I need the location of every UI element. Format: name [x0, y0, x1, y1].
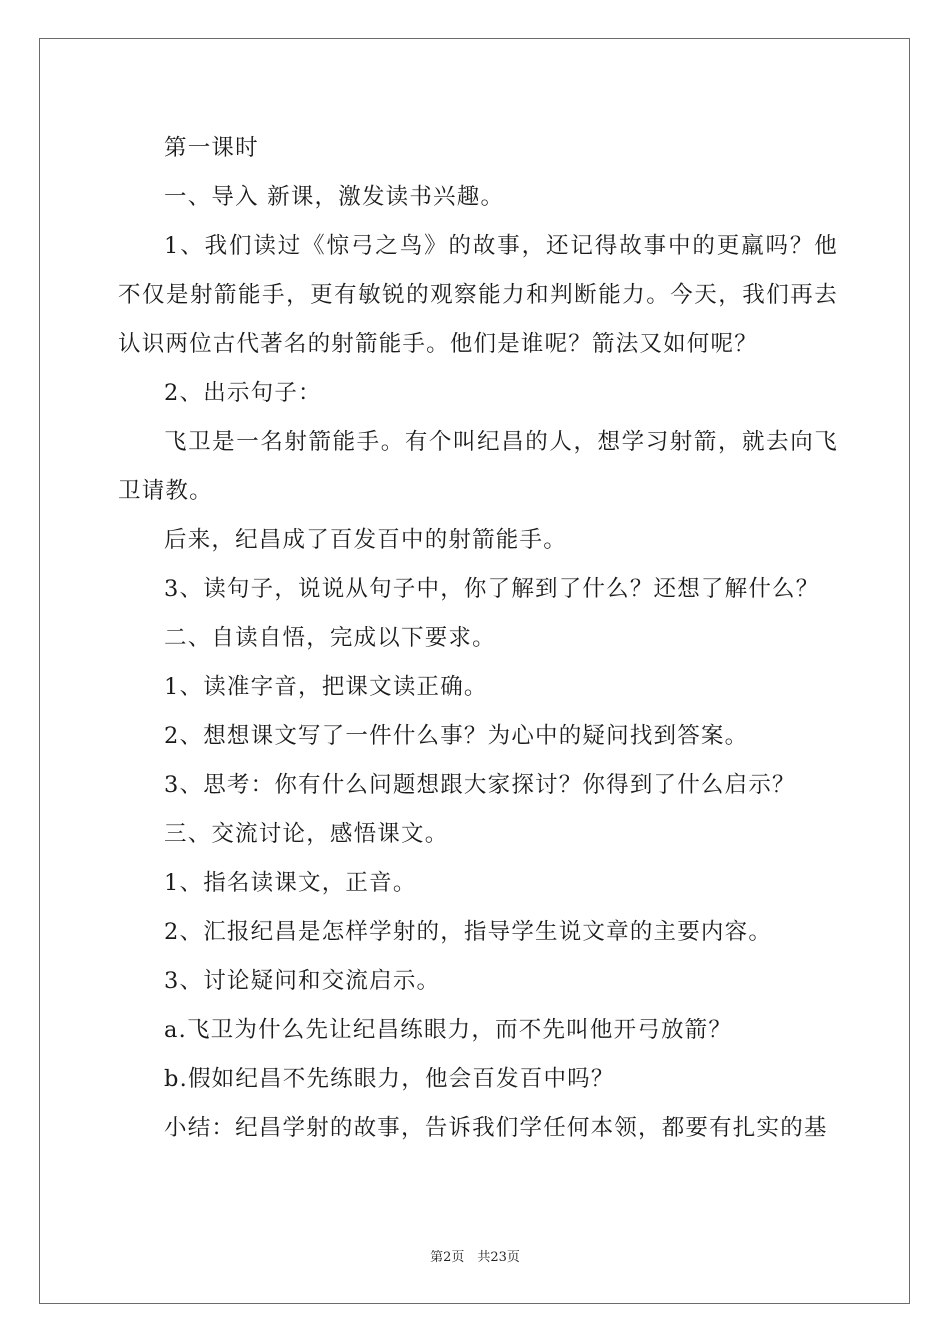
paragraph: 后来，纪昌成了百发百中的射箭能手。: [164, 527, 567, 553]
paragraph: 一、导入 新课，激发读书兴趣。: [164, 184, 505, 210]
paragraph: b.假如纪昌不先练眼力，他会百发百中吗？: [164, 1066, 615, 1092]
paragraph: 小结：纪昌学射的故事，告诉我们学任何本领，都要有扎实的基: [164, 1115, 828, 1141]
paragraph: 1、指名读课文，正音。: [164, 870, 417, 896]
paragraph: 2、想想课文写了一件什么事？为心中的疑问找到答案。: [164, 723, 749, 749]
page-footer: 第2页 共23页: [430, 1250, 520, 1265]
paragraph: 3、读句子，说说从句子中，你了解到了什么？还想了解什么？: [164, 576, 820, 602]
paragraph: 2、出示句子：: [164, 380, 322, 406]
paragraph: 2、汇报纪昌是怎样学射的，指导学生说文章的主要内容。: [164, 919, 773, 945]
paragraph: 3、讨论疑问和交流启示。: [164, 968, 441, 994]
paragraph: 飞卫是一名射箭能手。有个叫纪昌的人，想学习射箭，就去向飞卫请教。: [118, 429, 838, 504]
paragraph: 1、读准字音，把课文读正确。: [164, 674, 488, 700]
document-body: [118, 124, 838, 1153]
paragraph: 3、思考：你有什么问题想跟大家探讨？你得到了什么启示？: [164, 772, 796, 798]
paragraph: 二、自读自悟，完成以下要求。: [164, 625, 496, 651]
paragraph: 1、我们读过《惊弓之鸟》的故事，还记得故事中的更羸吗？他不仅是射箭能手，更有敏锐的观察能力和判断能力。今天，我们再去认识两位古代著名的射箭能手。他们是谁呢？箭法又如何呢？: [118, 233, 838, 357]
paragraph: 三、交流讨论，感悟课文。: [164, 821, 449, 847]
paragraph: a.飞卫为什么先让纪昌练眼力，而不先叫他开弓放箭？: [164, 1017, 733, 1043]
section-heading: 第一课时: [164, 135, 259, 161]
